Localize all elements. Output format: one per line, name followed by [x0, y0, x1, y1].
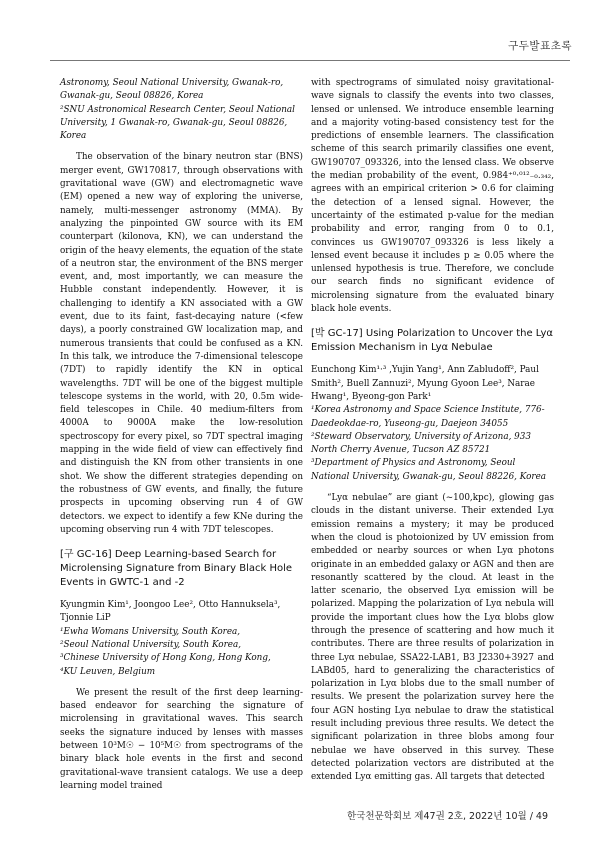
authors-gc17: Eunchong Kim¹·³ ,Yujin Yang¹, Ann Zabludoff², Paul Smith², Buell Zannuzi², Myung Gyoon Lee³, Narae Hwang¹, Byeong-gon Park¹: [311, 365, 539, 402]
left-column: [60, 77, 303, 793]
section-title-gc17: [박 GC-17] Using Polarization to Uncover the Lyα Emission Mechanism in Lyα Nebulae: [311, 328, 553, 354]
page-footer: 한국천문학회보 제47권 2호, 2022년 10월 / 49: [347, 811, 548, 822]
abstract-gc16-continuation: with spectrograms of simulated noisy gravitational-wave signals to classify the events into two classes, lensed or unlensed. We introduce ensemble learning and a majority voting-based consistency test for the predictions of ensemble learners. The classification scheme of this search primarily classifies one event, GW190707_093326, into the lensed class. We observe the median probability of the event, 0.984⁺⁰·⁰¹²₋₀.₃₄₂, agrees with an empirical criterion > 0.6 for claiming the detection of a lensed signal. However, the uncertainty of the estimated p-value for the median probability and error, ranging from 0 to 0.1, convinces us GW190707_093326 is less likely a lensed event because it includes p ≥ 0.05 where the unlensed hypothesis is true. Therefore, we conclude our search finds no significant evidence of microlensing signature from the evaluated binary black hole events.: [311, 78, 554, 315]
abstract-gc15-body: The observation of the binary neutron star (BNS) merger event, GW170817, through observations with gravitational wave (GW) and electromagnetic wave (EM) opened a new way of exploring the universe, namely, multi-messenger astronomy (MMA). By analyzing the pinpointed GW source with its EM counterpart (kilonova, KN), we can understand the origin of the heavy elements, the equation of the state of a neutron star, the environment of the BNS merger event, and, most importantly, we can measure the Hubble constant independently. However, it is challenging to identify a KN associated with a GW event, due to its faint, fast-decaying nature (<few days), a poorly constrained GW localization map, and numerous transients that could be confused as a KN. In this talk, we introduce the 7-dimensional telescope (7DT) to rapidly identify the KN in optical wavelengths. 7DT will be one of the biggest multiple telescope systems in the world, with 20, 0.5m wide-field telescopes in Chile. 40 medium-filters from 4000A to 9000A make the low-resolution spectroscopy for every pixel, so 7DT spectral imaging mapping in the wide field of view can effectively find and distinguish the KN from other transients in one shot. We show the different strategies depending on the robustness of GW events, and finally, the future prospects in upcoming observing run 4 of GW detectors. we expect to identify a few KNe during the upcoming observing run 4 with 7DT telescopes.: [60, 152, 303, 535]
right-column: [311, 77, 554, 785]
affiliation-gc16-4: ⁴KU Leuven, Belgium: [60, 666, 156, 677]
abstract-gc17-body: “Lyα nebulae” are giant (~100,kpc), glowing gas clouds in the distant universe. Their extended Lyα emission remains a mystery; it may be produced when the cloud is photoionized by UV emission from embedded or nearby sources or when Lyα photons originate in an embedded galaxy or AGN and then are resonantly scattered by the cloud. At least in the latter scenario, the observed Lyα emission will be polarized. Mapping the polarization of Lyα nebula will provide the important clues how the Lyα blobs glow through the presence of scattering and how much it contributes. There are three results of polarization in three Lyα nebulae, SSA22-LAB1, B3 J2330+3927 and LABd05, hard to generalizing the characteristics of polarization in Lyα blobs due to the small number of results. We present the polarization survey here the four AGN hosting Lyα nebulae to draw the statistical result including previous three results. We detect the significant polarization in three blobs among four nebulae we have observed in this survey. These detected polarization vectors are distributed at the extended Lyα emitting gas. All targets that detected: [311, 493, 554, 783]
header-rule: [50, 60, 570, 61]
abstract-gc16-start: We present the result of the first deep learning-based endeavor for searching the signature of microlensing in gravitational waves. This search seeks the signature induced by lenses with masses between 10³M☉ − 10⁵M☉ from spectrograms of the binary black hole events in the first and second gravitational-wave transient catalogs. We use a deep learning model trained: [60, 687, 303, 791]
authors-gc16: Kyungmin Kim¹, Joongoo Lee², Otto Hannuksela³, Tjonnie LiP: [60, 600, 281, 624]
affiliation-2: ²SNU Astronomical Research Center, Seoul National University, 1 Gwanak-ro, Gwanak-gu, Seoul 08826, Korea: [60, 104, 295, 142]
section-header: 구두발표초록: [508, 40, 572, 52]
affiliation-gc17-2: ²Steward Observatory, University of Arizona, 933 North Cherry Avenue, Tucson AZ 85721: [311, 431, 531, 456]
affiliation-gc16-1: ¹Ewha Womans University, South Korea,: [60, 626, 241, 637]
affiliation-tail: Astronomy, Seoul National University, Gwanak-ro, Gwanak-gu, Seoul 08826, Korea: [60, 78, 284, 102]
section-title-gc16: [구 GC-16] Deep Learning-based Search for Microlensing Signature from Binary Black Hole Events in GWTC-1 and -2: [60, 549, 293, 589]
affiliation-gc17-3: ³Department of Physics and Astronomy, Seoul National University, Gwanak-gu, Seoul 88226, Korea: [311, 458, 547, 482]
affiliation-gc17-1: ¹Korea Astronomy and Space Science Institute, 776- Daedeokdae-ro, Yuseong-gu, Daejeon 34055: [311, 405, 545, 429]
affiliation-gc16-3: ³Chinese University of Hong Kong, Hong Kong,: [60, 653, 271, 664]
affiliation-gc16-2: ²Seoul National University, South Korea,: [60, 639, 242, 650]
